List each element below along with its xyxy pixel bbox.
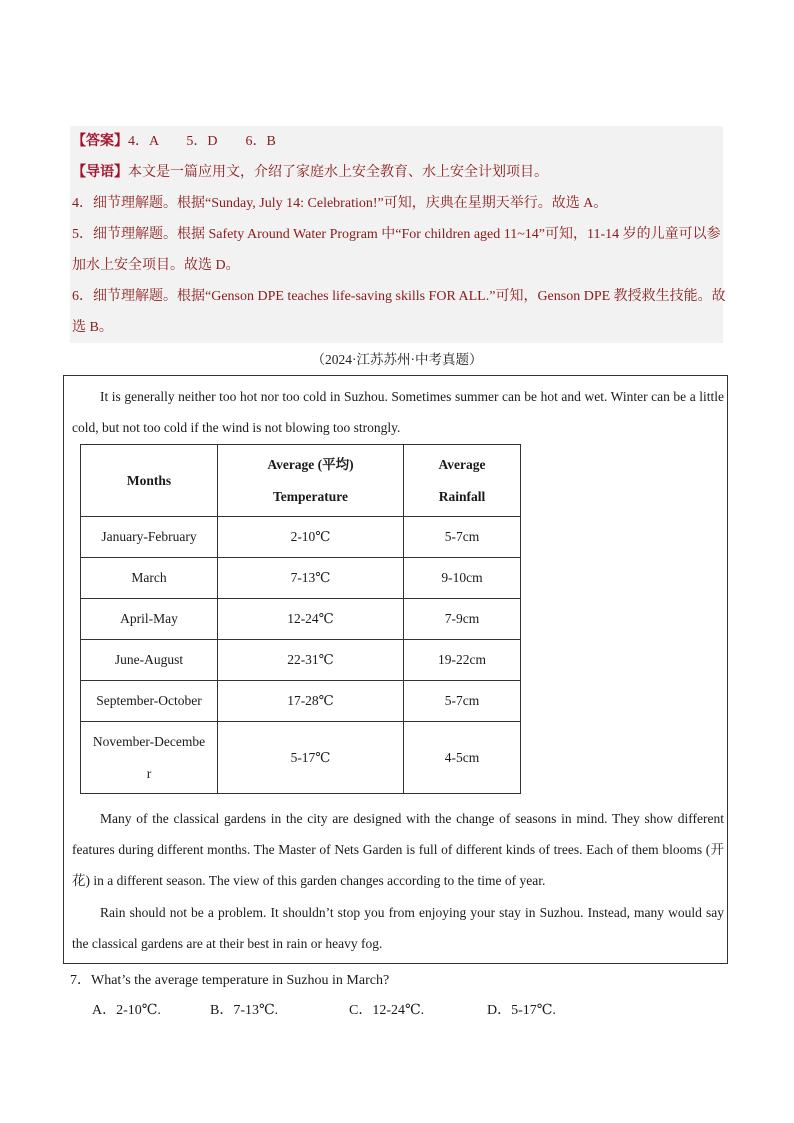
answer-line (72, 132, 276, 152)
option-b[interactable]: B．7-13℃. (210, 1003, 279, 1018)
cell-rainfall: 4-5cm (404, 722, 521, 794)
answer-explanation-box (70, 126, 726, 343)
cell-month: January-February (81, 517, 218, 558)
table-row (81, 640, 521, 681)
header-months: Months (81, 445, 218, 517)
cell-temperature: 22-31℃ (218, 640, 404, 681)
header-rainfall (404, 445, 521, 517)
explanation-q5-line2: 加水上安全项目。故选 D。 (72, 258, 240, 273)
climate-table (80, 444, 521, 794)
cell-month: April-May (81, 599, 218, 640)
table-row (81, 558, 521, 599)
header-rainfall-line1: Average (438, 456, 486, 472)
cell-temperature: 12-24℃ (218, 599, 404, 640)
explanation-q6-line1: 6．细节理解题。根据“Genson DPE teaches life-saving skills FOR ALL.”可知，Genson DPE 教授救生技能。故 (72, 289, 726, 304)
source-citation: （2024·江苏苏州·中考真题） (311, 352, 483, 367)
explanation-q5-line1: 5．细节理解题。根据 Safety Around Water Program 中“For children aged 11~14”可知，11-14 岁的儿童可以参 (72, 227, 721, 242)
question-7: 7．What’s the average temperature in Suzhou in March? (70, 973, 390, 988)
cell-month: September-October (81, 681, 218, 722)
answer-label: 【答案】 (72, 134, 128, 149)
guide-text: 本文是一篇应用文，介绍了家庭水上安全教育、水上安全计划项目。 (128, 165, 548, 180)
cell-temperature: 5-17℃ (218, 722, 404, 794)
cell-rainfall: 19-22cm (404, 640, 521, 681)
option-c[interactable]: C．12-24℃. (349, 1003, 425, 1018)
header-rainfall-line2: Rainfall (438, 488, 486, 504)
table-row (81, 722, 521, 794)
cell-temperature: 7-13℃ (218, 558, 404, 599)
cell-rainfall: 7-9cm (404, 599, 521, 640)
cell-month (81, 722, 218, 794)
reading-passage (63, 375, 728, 964)
explanation-q4: 4．细节理解题。根据“Sunday, July 14: Celebration!”可知，庆典在星期天举行。故选 A。 (72, 196, 608, 211)
cell-rainfall: 5-7cm (404, 517, 521, 558)
header-temperature-line2: Temperature (273, 488, 348, 504)
answer-value: 4．A 5．D 6．B (128, 134, 276, 149)
explanation-q6-line2: 选 B。 (72, 320, 113, 335)
header-temperature (218, 445, 404, 517)
cell-rainfall: 5-7cm (404, 681, 521, 722)
cell-temperature: 17-28℃ (218, 681, 404, 722)
guide-label: 【导语】 (72, 165, 128, 180)
table-row (81, 599, 521, 640)
cell-month-line2: r (146, 765, 152, 781)
passage-paragraph-3: Rain should not be a problem. It shouldn’t stop you from enjoying your stay in Suzhou. Instead, many would say the classical gardens are at their best in rain or heavy fog. (72, 905, 724, 951)
cell-temperature: 2-10℃ (218, 517, 404, 558)
cell-month: March (81, 558, 218, 599)
cell-month: June-August (81, 640, 218, 681)
option-d[interactable]: D．5-17℃. (487, 1003, 556, 1018)
table-header-row (81, 445, 521, 517)
guide-line (72, 163, 548, 183)
option-a[interactable]: A．2-10℃. (92, 1003, 161, 1018)
passage-intro: It is generally neither too hot nor too cold in Suzhou. Sometimes summer can be hot and wet. Winter can be a little cold, but not too cold if the wind is not blowing too strongly. (72, 389, 724, 435)
table-row (81, 517, 521, 558)
cell-rainfall: 9-10cm (404, 558, 521, 599)
header-temperature-line1: Average (平均) (267, 456, 354, 472)
table-row (81, 681, 521, 722)
passage-paragraph-2: Many of the classical gardens in the city are designed with the change of seasons in mind. They show different features during different months. The Master of Nets Garden is full of different kinds of trees. Each of them blooms (开花) in a different season. The view of this garden changes according to the time of year. (72, 811, 724, 888)
cell-month-line1: November-Decembe (92, 733, 206, 749)
